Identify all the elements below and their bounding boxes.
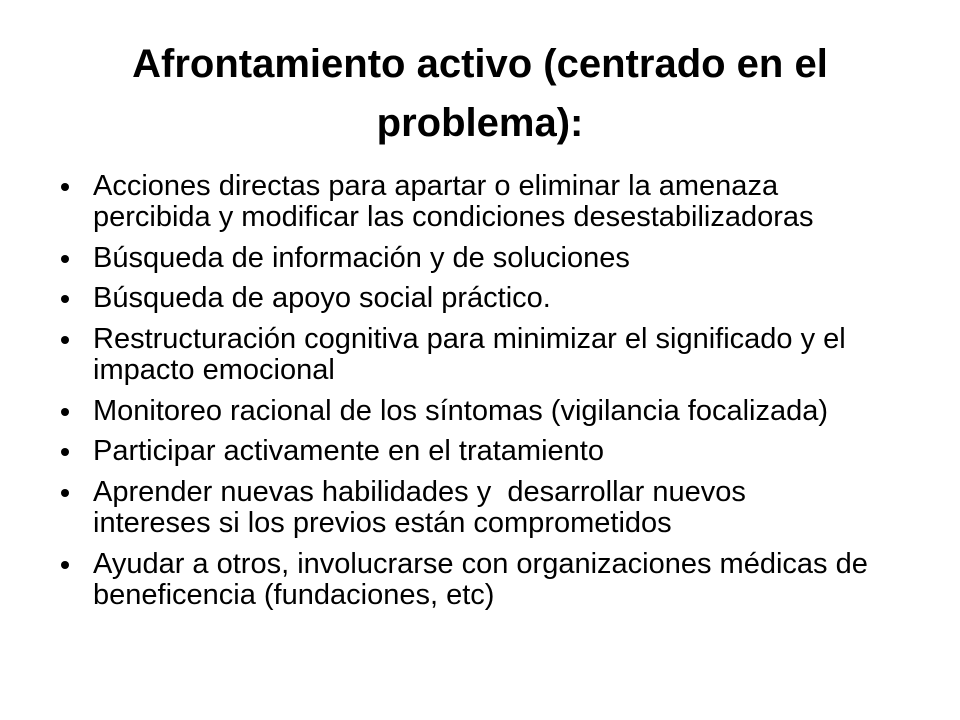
bullet-text-line: Restructuración cognitiva para minimizar el significado y el: [93, 323, 846, 356]
bullet-dot-icon: [61, 408, 69, 416]
slide-title-line: Afrontamiento activo (centrado en el: [132, 42, 828, 86]
bullet-dot-icon: [61, 255, 69, 263]
bullet-text-line: Búsqueda de información y de soluciones: [93, 241, 630, 274]
bullet-text-line: impacto emocional: [93, 354, 335, 387]
slide-title: [0, 35, 960, 153]
bullet-item: [0, 436, 960, 467]
bullet-text-line: beneficencia (fundaciones, etc): [93, 578, 495, 611]
bullet-text-line: Monitoreo racional de los síntomas (vigilancia focalizada): [93, 394, 829, 427]
bullet-text-line: Aprender nuevas habilidades y desarrollar nuevos: [93, 476, 746, 509]
bullet-dot-icon: [61, 561, 69, 569]
bullet-item: [0, 477, 960, 539]
bullet-dot-icon: [61, 448, 69, 456]
bullet-dot-icon: [61, 489, 69, 497]
bullet-item: [0, 324, 960, 386]
bullet-dot-icon: [61, 183, 69, 191]
bullet-item: [0, 549, 960, 611]
bullet-list: [0, 171, 960, 621]
slide-title-line: problema):: [376, 101, 584, 145]
bullet-item: [0, 171, 960, 233]
bullet-text-line: Búsqueda de apoyo social práctico.: [93, 282, 551, 315]
bullet-text-line: percibida y modificar las condiciones desestabilizadoras: [93, 201, 814, 233]
bullet-text-line: intereses si los previos están comprometidos: [93, 507, 672, 540]
bullet-dot-icon: [61, 336, 69, 344]
bullet-text-line: Acciones directas para apartar o eliminar la amenaza: [93, 170, 779, 202]
bullet-item: [0, 396, 960, 427]
bullet-item: [0, 243, 960, 274]
bullet-item: [0, 283, 960, 314]
bullet-dot-icon: [61, 295, 69, 303]
bullet-text-line: Ayudar a otros, involucrarse con organizaciones médicas de: [93, 547, 868, 580]
bullet-text-line: Participar activamente en el tratamiento: [93, 435, 604, 468]
